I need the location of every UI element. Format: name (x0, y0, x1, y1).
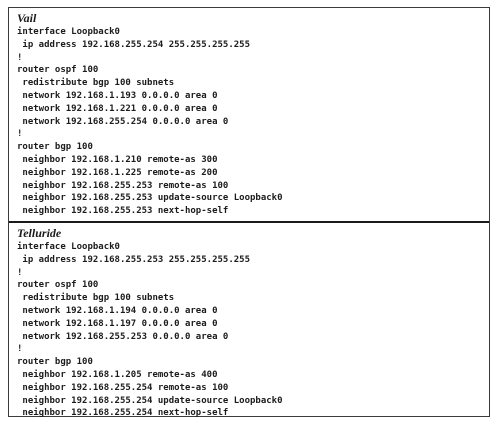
config-line: network 192.168.1.197 0.0.0.0 area 0 (17, 318, 218, 329)
config-line: neighbor 192.168.255.253 update-source Loopback0 (17, 193, 283, 204)
config-line: redistribute bgp 100 subnets (17, 293, 175, 304)
config-line: neighbor 192.168.255.254 update-source Loopback0 (17, 395, 283, 406)
config-line: router bgp 100 (17, 142, 93, 153)
vail-config-section (9, 11, 489, 218)
config-line: router ospf 100 (17, 65, 99, 76)
config-line: ip address 192.168.255.253 255.255.255.255 (17, 254, 250, 265)
config-line: router bgp 100 (17, 357, 93, 368)
config-line: neighbor 192.168.255.254 next-hop-self (17, 408, 229, 419)
telluride-config-lines (9, 241, 489, 420)
config-line: ! (17, 267, 23, 278)
telluride-config-section (9, 226, 489, 420)
config-line: ! (17, 129, 23, 140)
config-line: router ospf 100 (17, 280, 99, 291)
config-line: interface Loopback0 (17, 27, 120, 37)
telluride-router-name: Telluride (17, 226, 62, 240)
config-line: network 192.168.1.221 0.0.0.0 area 0 (17, 103, 218, 114)
config-line: neighbor 192.168.1.210 remote-as 300 (17, 154, 218, 165)
config-line: neighbor 192.168.255.253 next-hop-self (17, 206, 229, 217)
config-line: network 192.168.1.194 0.0.0.0 area 0 (17, 305, 218, 316)
config-line: ! (17, 344, 23, 355)
config-line: neighbor 192.168.255.254 remote-as 100 (17, 382, 229, 393)
config-line: neighbor 192.168.255.253 remote-as 100 (17, 180, 229, 191)
vail-router-name: Vail (17, 11, 37, 25)
config-line: network 192.168.255.254 0.0.0.0 area 0 (17, 116, 229, 127)
config-line: neighbor 192.168.1.225 remote-as 200 (17, 167, 218, 178)
config-line: network 192.168.1.193 0.0.0.0 area 0 (17, 90, 218, 101)
config-line: neighbor 192.168.1.205 remote-as 400 (17, 369, 218, 380)
vail-config-lines (9, 26, 489, 218)
config-line: network 192.168.255.253 0.0.0.0 area 0 (17, 331, 229, 342)
config-listing-frame (8, 7, 490, 417)
config-line: ! (17, 52, 23, 63)
config-line: ip address 192.168.255.254 255.255.255.255 (17, 39, 250, 50)
config-line: redistribute bgp 100 subnets (17, 78, 175, 89)
config-line: interface Loopback0 (17, 242, 120, 252)
section-divider (9, 221, 489, 223)
